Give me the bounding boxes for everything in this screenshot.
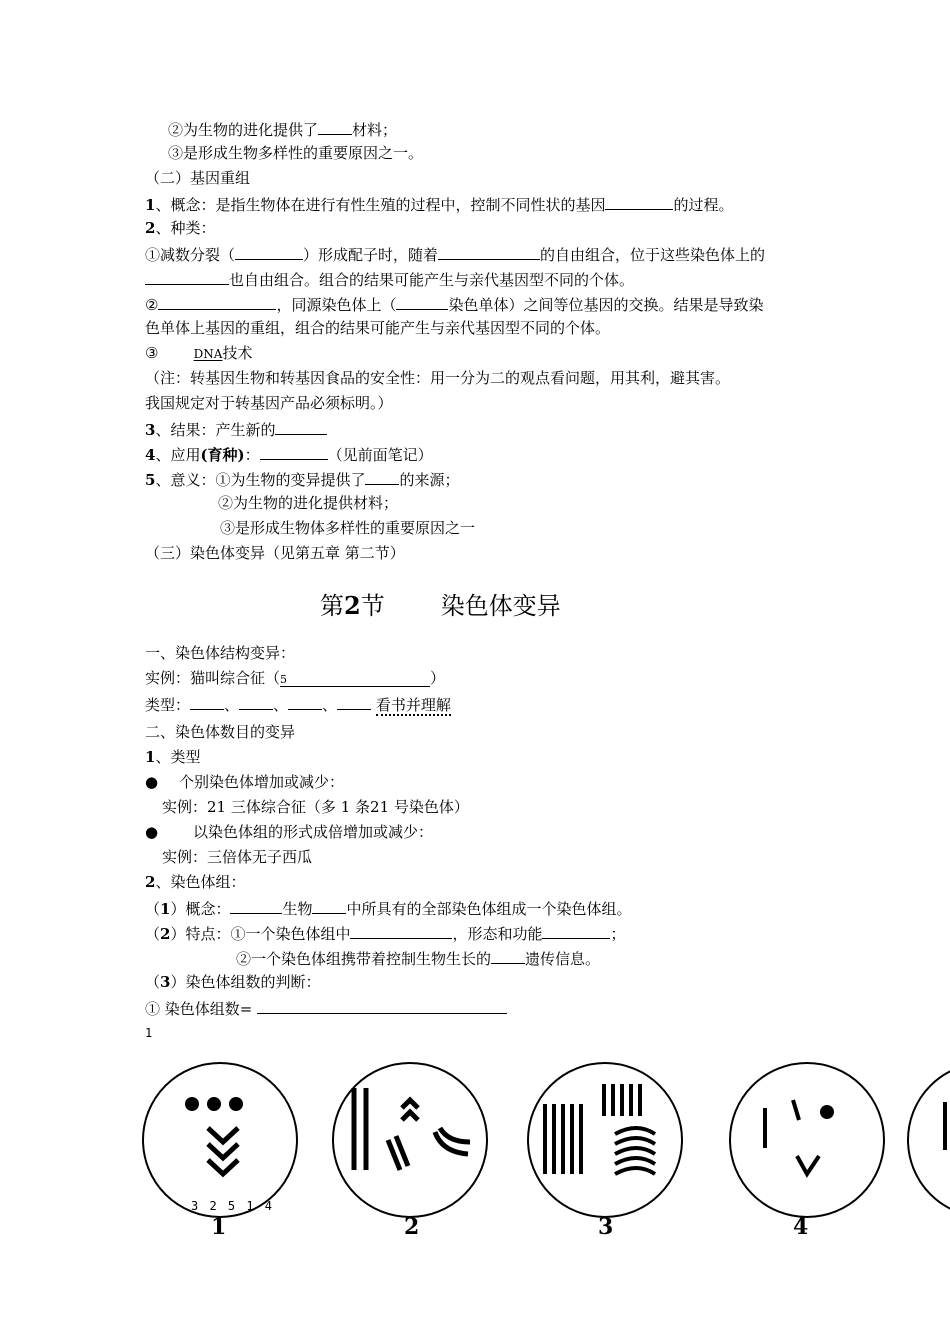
bullet-item: ● 以染色体组的形式成倍增加或减少： [145, 823, 434, 841]
text-line: （三）染色体变异（见第五章 第二节） [145, 544, 405, 562]
figure-label: 1 [211, 1214, 227, 1240]
text-line: 2、染色体组： [145, 873, 246, 891]
text-line: 4、应用(育种)： （见前面笔记） [145, 443, 433, 465]
text-line: 5、意义：①为生物的变异提供了 的来源； [145, 468, 459, 490]
text-line: ② ，同源染色体上（ 染色单体）之间等位基因的交换。结果是导致染 [145, 293, 763, 315]
text-line: 1、概念：是指生物体在进行有性生殖的过程中，控制不同性状的基因 的过程。 [145, 193, 733, 215]
chromosome-figure-3 [525, 1060, 685, 1220]
text-line: （注：转基因生物和转基因食品的安全性：用一分为二的观点看问题，用其利，避其害。 [145, 369, 731, 387]
chromosome-figure-2 [330, 1060, 490, 1220]
figure-label: 2 [404, 1214, 420, 1240]
text-line: （3）染色体组数的判断： [145, 973, 321, 991]
text-line: 实例：猫叫综合征（5 ） [145, 669, 446, 687]
text-line: 色单体上基因的重组，组合的结果可能产生与亲代基因型不同的个体。 [145, 319, 611, 337]
text-line: 1、类型 [145, 748, 201, 766]
figure-label: 3 [598, 1214, 614, 1240]
section-heading: （二）基因重组 [145, 169, 251, 187]
text-line: （1）概念： 生物 中所具有的全部染色体组成一个染色体组。 [145, 897, 632, 919]
figure-label: 4 [793, 1214, 809, 1240]
text-line: ②一个染色体组携带着控制生物生长的 遗传信息。 [236, 947, 600, 969]
page-title: 第2节 染色体变异 [320, 591, 561, 620]
answer-line: 3 2 5 1 4 [191, 1199, 275, 1213]
text-line: ②为生物的进化提供材料； [218, 494, 399, 512]
text-line: ②为生物的进化提供了 材料； [168, 118, 397, 140]
text-line: ③是形成生物体多样性的重要原因之一 [220, 519, 476, 537]
text-line: ③ DNA技术 [145, 344, 253, 362]
text-line: 实例：三倍体无子西瓜 [162, 848, 313, 866]
bullet-item: ● 个别染色体增加或减少： [145, 773, 345, 791]
text-line: 类型： 、 、 、 看书并理解 [145, 693, 451, 715]
chromosome-figure-4 [727, 1060, 887, 1220]
text-line: ① 染色体组数= [145, 997, 507, 1019]
text-line: 1 [145, 1026, 155, 1040]
chromosome-figure-5-partial [905, 1060, 950, 1220]
text-line: ①减数分裂（ ）形成配子时，随着 的自由组合，位于这些染色体上的 [145, 243, 765, 265]
text-line: 我国规定对于转基因产品必须标明。） [145, 394, 393, 412]
text-line: 也自由组合。组合的结果可能产生与亲代基因型不同的个体。 [145, 268, 634, 290]
text-line: ③是形成生物多样性的重要原因之一。 [168, 144, 424, 162]
text-line: 2、种类： [145, 219, 216, 237]
text-line: （2）特点：①一个染色体组中 ，形态和功能 ； [145, 922, 626, 944]
text-line: 3、结果：产生新的 [145, 418, 327, 440]
section-heading: 二、染色体数目的变异 [145, 723, 296, 741]
section-heading: 一、染色体结构变异： [145, 644, 296, 662]
text-line: 实例：21 三体综合征（多 1 条21 号染色体） [162, 798, 469, 816]
